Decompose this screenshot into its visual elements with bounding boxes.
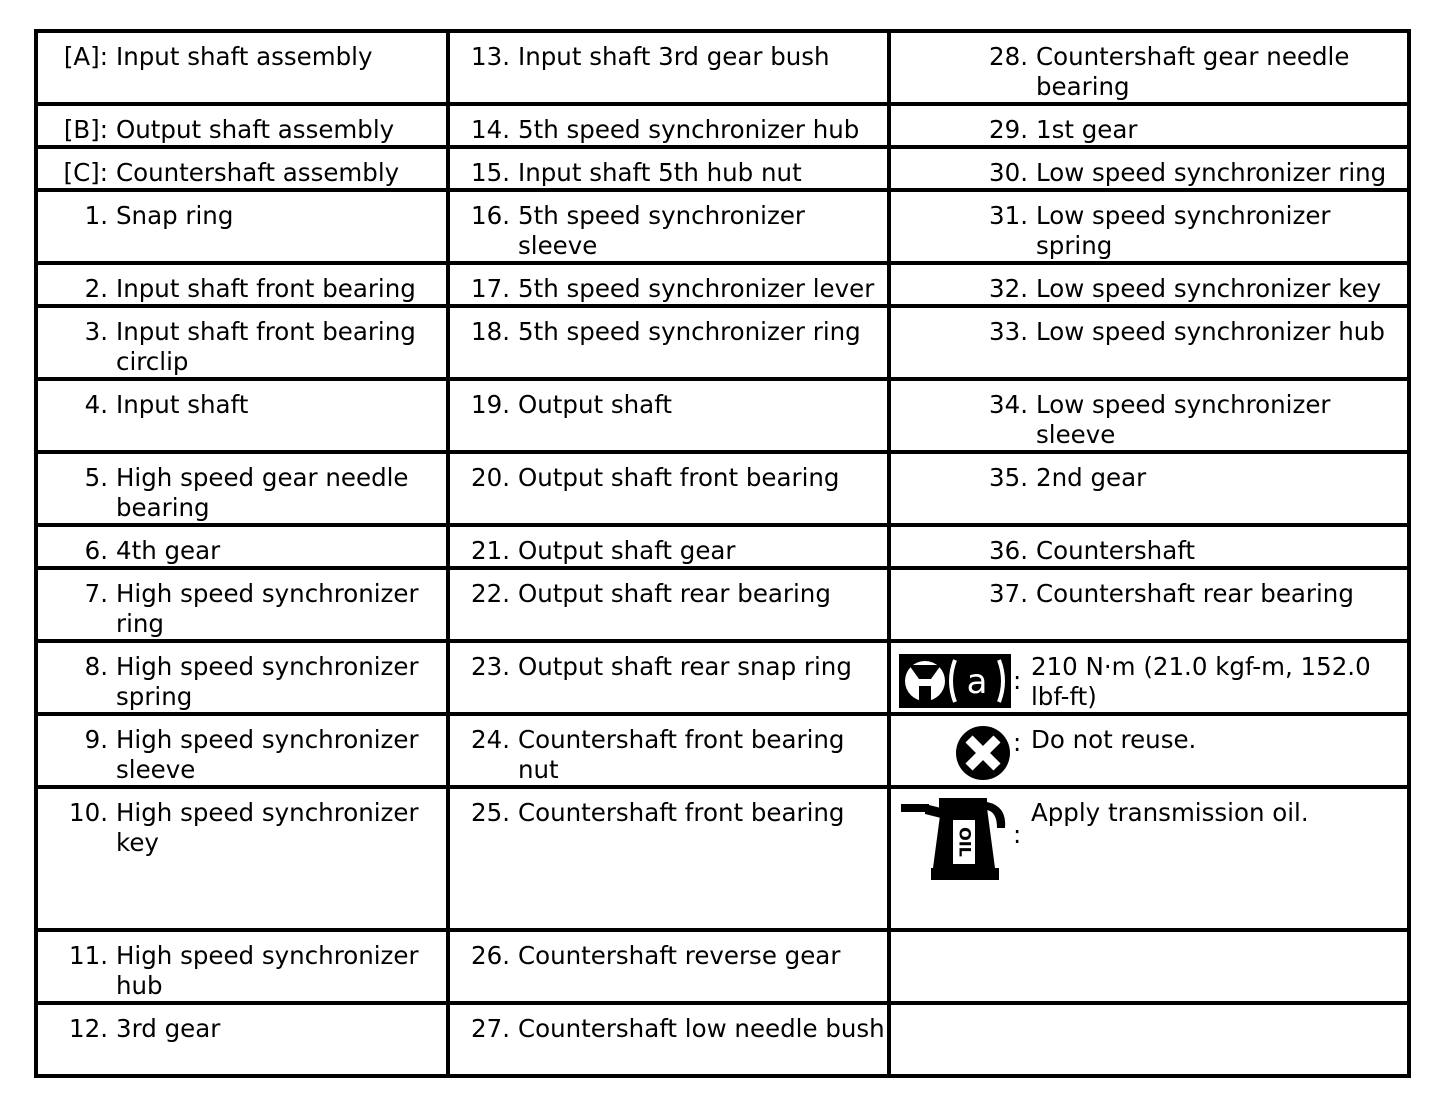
- item-label: Countershaft: [1036, 536, 1196, 565]
- item-label: 5th speed synchronizer ring: [518, 317, 861, 346]
- legend-item: [891, 308, 1407, 347]
- item-number: 3.: [84, 317, 108, 346]
- legend-cell: [36, 525, 448, 568]
- legend-cell: [36, 568, 448, 641]
- legend-cell: [448, 147, 889, 190]
- legend-cell: [36, 714, 448, 787]
- legend-item: [891, 33, 1407, 102]
- item-number: 35.: [989, 463, 1028, 492]
- oil-can-icon: [891, 798, 1011, 880]
- legend-item: [450, 716, 887, 785]
- legend-item: [891, 106, 1407, 145]
- item-label: Countershaft front bearing nut: [518, 725, 845, 784]
- item-number: 6.: [84, 536, 108, 565]
- item-label: Low speed synchronizer ring: [1036, 158, 1387, 187]
- legend-cell: [36, 306, 448, 379]
- item-number: 32.: [989, 274, 1028, 303]
- legend-item: [450, 265, 887, 304]
- legend-item: [450, 1005, 887, 1044]
- symbol-colon: :: [1013, 666, 1022, 695]
- legend-item: [450, 570, 887, 609]
- legend-cell: [448, 104, 889, 147]
- symbol-colon: :: [1013, 820, 1022, 849]
- item-number: 23.: [471, 652, 510, 681]
- legend-item: [38, 149, 446, 188]
- legend-item: [38, 381, 446, 420]
- legend-cell: [448, 787, 889, 930]
- legend-cell: [448, 525, 889, 568]
- legend-row: [36, 147, 1409, 190]
- legend-item: [891, 265, 1407, 304]
- legend-item: [38, 643, 446, 712]
- item-label: 5th speed synchronizer sleeve: [518, 201, 805, 260]
- legend-cell: [889, 568, 1409, 641]
- item-number: 16.: [471, 201, 510, 230]
- symbol-description: Apply transmission oil.: [1031, 798, 1309, 827]
- svg-text:a: a: [966, 662, 988, 702]
- legend-item: [891, 381, 1407, 450]
- item-number: 11.: [69, 941, 108, 970]
- legend-cell: [889, 525, 1409, 568]
- item-label: Input shaft 3rd gear bush: [518, 42, 830, 71]
- legend-item: [450, 789, 887, 828]
- legend-cell: [889, 104, 1409, 147]
- legend-item: [450, 454, 887, 493]
- do-not-reuse-icon: [891, 725, 1011, 781]
- torque-wrench-icon: [891, 652, 1011, 710]
- legend-cell: [36, 104, 448, 147]
- item-number: 27.: [471, 1014, 510, 1043]
- item-number: 24.: [471, 725, 510, 754]
- legend-item: [450, 149, 887, 188]
- item-label: Countershaft low needle bush: [518, 1014, 885, 1043]
- legend-item: [38, 454, 446, 523]
- legend-cell: [448, 930, 889, 1003]
- item-label: Output shaft: [518, 390, 672, 419]
- item-number: 22.: [471, 579, 510, 608]
- legend-cell: [448, 379, 889, 452]
- item-label: Output shaft gear: [518, 536, 736, 565]
- legend-row: [36, 263, 1409, 306]
- symbol-description: Do not reuse.: [1031, 725, 1197, 754]
- item-number: 21.: [471, 536, 510, 565]
- legend-row: [36, 31, 1409, 104]
- legend-row: [36, 930, 1409, 1003]
- svg-text:OIL: OIL: [955, 827, 975, 857]
- item-number: 25.: [471, 798, 510, 827]
- item-label: 3rd gear: [116, 1014, 221, 1043]
- item-label: Low speed synchronizer sleeve: [1036, 390, 1331, 449]
- item-label: 4th gear: [116, 536, 221, 565]
- legend-item: [450, 192, 887, 261]
- legend-row: [36, 104, 1409, 147]
- legend-cell: [889, 930, 1409, 1003]
- legend-cell: [889, 714, 1409, 787]
- item-label: High speed synchronizer spring: [116, 652, 419, 711]
- legend-cell: [36, 641, 448, 714]
- item-label: 1st gear: [1036, 115, 1138, 144]
- item-number: 18.: [471, 317, 510, 346]
- item-label: Input shaft: [116, 390, 249, 419]
- legend-row: [36, 1003, 1409, 1076]
- item-number: 34.: [989, 390, 1028, 419]
- item-number: [B]:: [63, 115, 108, 144]
- item-label: Output shaft front bearing: [518, 463, 840, 492]
- symbol-legend-item: [891, 716, 1407, 781]
- legend-item: [450, 308, 887, 347]
- item-number: 26.: [471, 941, 510, 970]
- item-number: 31.: [989, 201, 1028, 230]
- legend-cell: [889, 641, 1409, 714]
- item-number: 7.: [84, 579, 108, 608]
- item-label: Countershaft gear needle bearing: [1036, 42, 1350, 101]
- item-number: 15.: [471, 158, 510, 187]
- legend-item: [38, 308, 446, 377]
- item-label: 5th speed synchronizer lever: [518, 274, 875, 303]
- legend-row: [36, 787, 1409, 930]
- legend-cell: [36, 452, 448, 525]
- legend-item: [38, 33, 446, 72]
- item-label: Countershaft assembly: [116, 158, 400, 187]
- legend-row: [36, 641, 1409, 714]
- legend-cell: [448, 714, 889, 787]
- item-number: 36.: [989, 536, 1028, 565]
- legend-cell: [448, 190, 889, 263]
- legend-row: [36, 379, 1409, 452]
- parts-legend-table: [34, 29, 1411, 1078]
- symbol-description: 210 N·m (21.0 kgf-m, 152.0 lbf-ft): [1031, 652, 1371, 711]
- item-label: Countershaft rear bearing: [1036, 579, 1354, 608]
- legend-item: [450, 932, 887, 971]
- legend-cell: [36, 379, 448, 452]
- legend-item: [38, 527, 446, 566]
- legend-item: [450, 33, 887, 72]
- item-label: Input shaft front bearing: [116, 274, 416, 303]
- legend-cell: [36, 1003, 448, 1076]
- legend-row: [36, 525, 1409, 568]
- item-number: [C]:: [63, 158, 108, 187]
- legend-cell: [36, 263, 448, 306]
- legend-row: [36, 568, 1409, 641]
- item-label: Input shaft 5th hub nut: [518, 158, 802, 187]
- item-number: 13.: [471, 42, 510, 71]
- legend-item: [891, 192, 1407, 261]
- legend-cell: [36, 930, 448, 1003]
- item-number: 1.: [84, 201, 108, 230]
- legend-item: [891, 454, 1407, 493]
- legend-row: [36, 452, 1409, 525]
- item-number: 2.: [84, 274, 108, 303]
- item-number: 4.: [84, 390, 108, 419]
- item-label: Countershaft reverse gear: [518, 941, 841, 970]
- item-number: 10.: [69, 798, 108, 827]
- item-number: 12.: [69, 1014, 108, 1043]
- item-label: Output shaft rear snap ring: [518, 652, 852, 681]
- symbol-legend-item: [891, 789, 1407, 880]
- item-number: 33.: [989, 317, 1028, 346]
- item-label: Output shaft rear bearing: [518, 579, 831, 608]
- legend-row: [36, 306, 1409, 379]
- legend-cell: [889, 452, 1409, 525]
- item-number: 29.: [989, 115, 1028, 144]
- legend-cell: [889, 263, 1409, 306]
- legend-cell: [448, 263, 889, 306]
- item-number: 5.: [84, 463, 108, 492]
- legend-cell: [448, 1003, 889, 1076]
- item-label: High speed synchronizer sleeve: [116, 725, 419, 784]
- legend-item: [38, 192, 446, 231]
- legend-cell: [36, 31, 448, 104]
- item-label: 5th speed synchronizer hub: [518, 115, 860, 144]
- item-label: High speed synchronizer hub: [116, 941, 419, 1000]
- legend-item: [38, 1005, 446, 1044]
- item-number: 28.: [989, 42, 1028, 71]
- item-label: Countershaft front bearing: [518, 798, 845, 827]
- item-number: 20.: [471, 463, 510, 492]
- item-number: 30.: [989, 158, 1028, 187]
- legend-item: [38, 789, 446, 858]
- item-number: [A]:: [63, 42, 108, 71]
- item-number: 17.: [471, 274, 510, 303]
- legend-row: [36, 190, 1409, 263]
- legend-item: [450, 381, 887, 420]
- item-label: High speed gear needle bearing: [116, 463, 409, 522]
- legend-item: [891, 570, 1407, 609]
- item-label: High speed synchronizer key: [116, 798, 419, 857]
- legend-item: [891, 527, 1407, 566]
- symbol-colon: :: [1013, 728, 1022, 757]
- legend-cell: [448, 568, 889, 641]
- symbol-legend-item: [891, 643, 1407, 712]
- legend-item: [38, 265, 446, 304]
- legend-cell: [889, 147, 1409, 190]
- legend-cell: [448, 452, 889, 525]
- legend-item: [38, 570, 446, 639]
- item-number: 14.: [471, 115, 510, 144]
- item-number: 37.: [989, 579, 1028, 608]
- item-label: Snap ring: [116, 201, 234, 230]
- legend-cell: [36, 787, 448, 930]
- legend-cell: [889, 306, 1409, 379]
- item-label: 2nd gear: [1036, 463, 1147, 492]
- item-label: Input shaft front bearing circlip: [116, 317, 416, 376]
- item-label: High speed synchronizer ring: [116, 579, 419, 638]
- item-label: Low speed synchronizer hub: [1036, 317, 1385, 346]
- legend-item: [891, 149, 1407, 188]
- legend-cell: [889, 190, 1409, 263]
- legend-item: [450, 527, 887, 566]
- item-label: Low speed synchronizer spring: [1036, 201, 1331, 260]
- item-label: Low speed synchronizer key: [1036, 274, 1382, 303]
- item-number: 9.: [84, 725, 108, 754]
- legend-cell: [889, 787, 1409, 930]
- legend-item: [38, 106, 446, 145]
- legend-item: [38, 932, 446, 1001]
- item-label: Input shaft assembly: [116, 42, 373, 71]
- legend-cell: [889, 31, 1409, 104]
- item-number: 8.: [84, 652, 108, 681]
- item-label: Output shaft assembly: [116, 115, 395, 144]
- legend-cell: [889, 379, 1409, 452]
- legend-row: [36, 714, 1409, 787]
- legend-item: [450, 106, 887, 145]
- legend-cell: [448, 306, 889, 379]
- legend-cell: [36, 190, 448, 263]
- legend-cell: [36, 147, 448, 190]
- legend-item: [450, 643, 887, 682]
- legend-item: [38, 716, 446, 785]
- legend-cell: [889, 1003, 1409, 1076]
- legend-cell: [448, 641, 889, 714]
- legend-cell: [448, 31, 889, 104]
- item-number: 19.: [471, 390, 510, 419]
